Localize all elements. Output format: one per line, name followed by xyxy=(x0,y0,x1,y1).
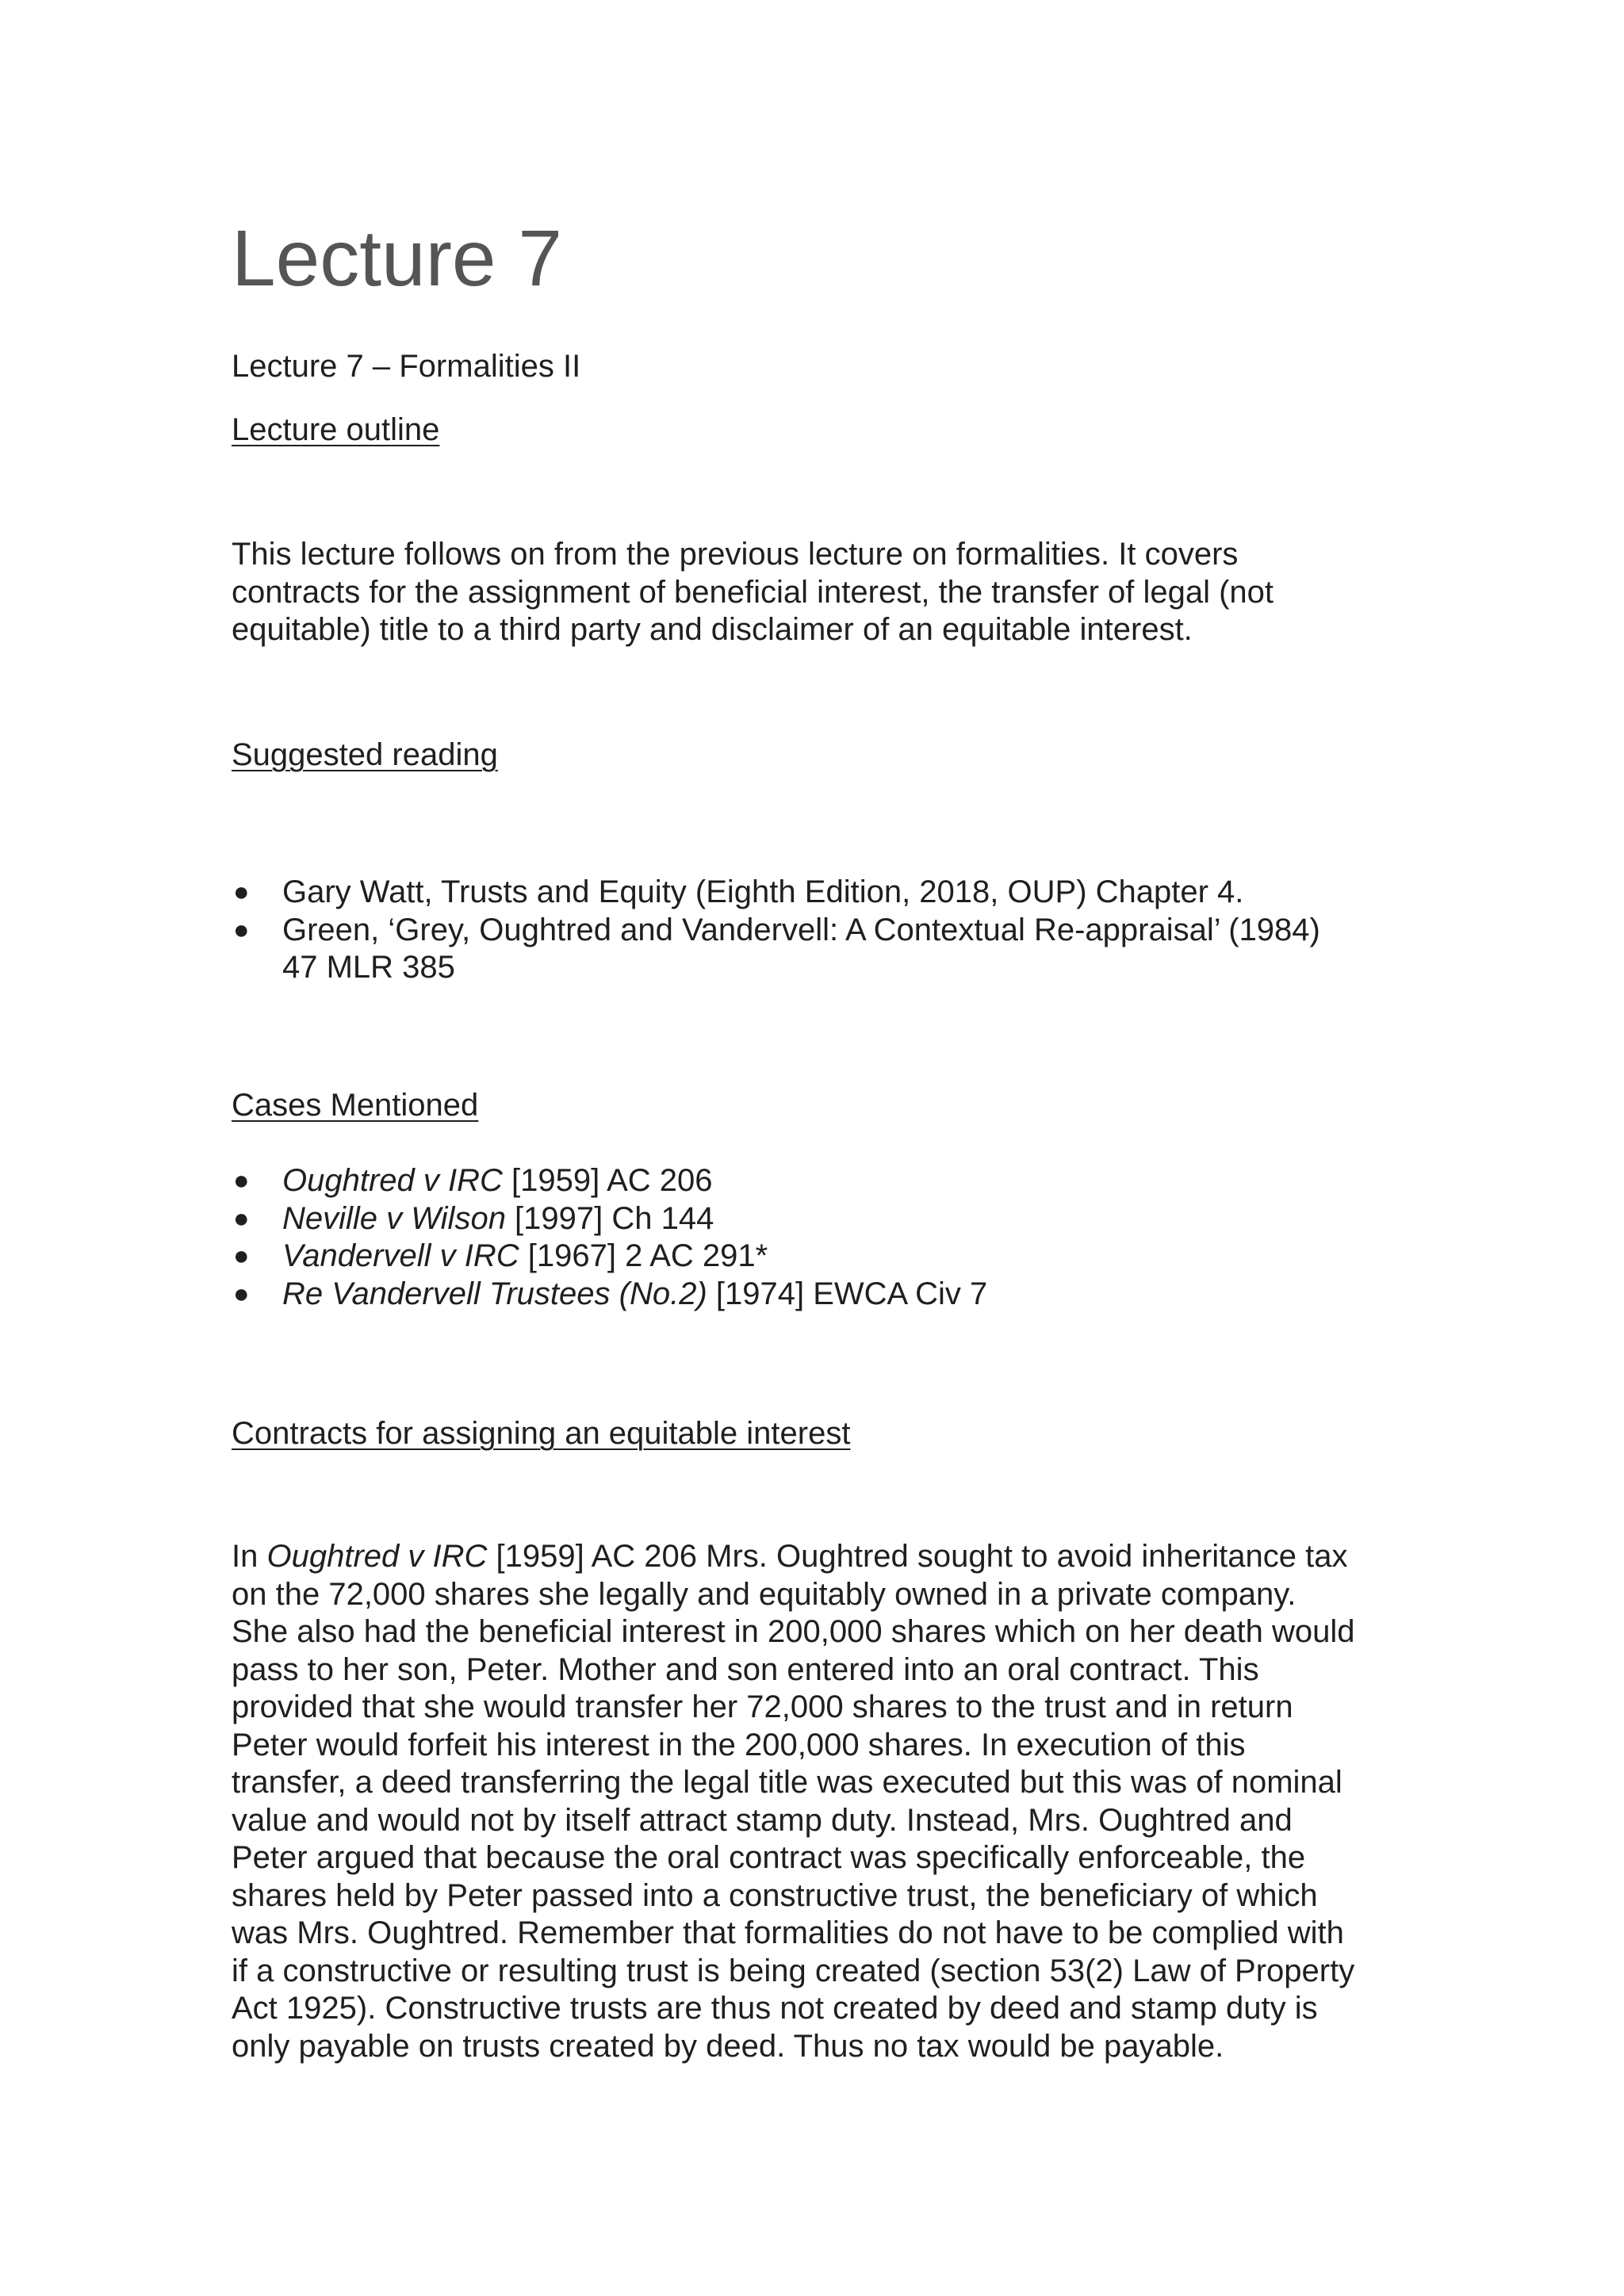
paragraph-line: value and would not by itself attract stamp duty. Instead, Mrs. Oughtred and xyxy=(232,1802,1293,1838)
list-item xyxy=(232,1162,1397,1200)
list-item xyxy=(232,874,1397,912)
cases-list xyxy=(232,1162,1397,1313)
contracts-paragraph xyxy=(232,1538,1397,2065)
paragraph-line: Peter argued that because the oral contract was specifically enforceable, the xyxy=(232,1840,1306,1875)
reading-item-line: 47 MLR 385 xyxy=(282,950,455,985)
suggested-reading-list xyxy=(232,874,1397,987)
paragraph-line: provided that she would transfer her 72,000 shares to the trust and in return xyxy=(232,1689,1293,1724)
paragraph-line: Peter would forfeit his interest in the 200,000 shares. In execution of this xyxy=(232,1727,1246,1762)
case-citation: [1967] 2 AC 291* xyxy=(519,1238,768,1273)
case-name: Re Vandervell Trustees (No.2) xyxy=(282,1276,707,1311)
list-item xyxy=(232,1238,1397,1276)
paragraph-line: pass to her son, Peter. Mother and son entered into an oral contract. This xyxy=(232,1651,1259,1687)
list-item xyxy=(232,912,1397,987)
paragraph-line: shares held by Peter passed into a constructive trust, the beneficiary of which xyxy=(232,1877,1318,1913)
paragraph-line: if a constructive or resulting trust is being created (section 53(2) Law of Property xyxy=(232,1953,1355,1988)
bullet-icon: ● xyxy=(233,877,250,907)
line-prefix: In xyxy=(232,1539,267,1574)
paragraph-line: Act 1925). Constructive trusts are thus not created by deed and stamp duty is xyxy=(232,1991,1318,2026)
bullet-icon: ● xyxy=(233,914,250,945)
paragraph-line: only payable on trusts created by deed. Thus no tax would be payable. xyxy=(232,2028,1224,2064)
lecture-outline-heading: Lecture outline xyxy=(232,412,440,447)
bullet-icon: ● xyxy=(233,1278,250,1309)
case-citation: [1974] EWCA Civ 7 xyxy=(707,1276,988,1311)
bullet-icon: ● xyxy=(233,1203,250,1234)
reading-item-line: Gary Watt, Trusts and Equity (Eighth Edition, 2018, OUP) Chapter 4. xyxy=(282,874,1244,909)
lecture-outline-paragraph xyxy=(232,536,1397,649)
case-name: Neville v Wilson xyxy=(282,1200,506,1236)
line-suffix: [1959] AC 206 Mrs. Oughtred sought to avoid inheritance tax xyxy=(487,1539,1348,1574)
paragraph-line: This lecture follows on from the previous lecture on formalities. It covers xyxy=(232,537,1239,572)
reading-item-line: Green, ‘Grey, Oughtred and Vandervell: A Contextual Re-appraisal’ (1984) xyxy=(282,912,1320,947)
paragraph-line: equitable) title to a third party and disclaimer of an equitable interest. xyxy=(232,612,1193,647)
paragraph-line: was Mrs. Oughtred. Remember that formalities do not have to be complied with xyxy=(232,1915,1344,1950)
list-item xyxy=(232,1200,1397,1238)
paragraph-line: She also had the beneficial interest in 200,000 shares which on her death would xyxy=(232,1614,1355,1649)
paragraph-line: on the 72,000 shares she legally and equitably owned in a private company. xyxy=(232,1576,1297,1612)
case-citation: [1959] AC 206 xyxy=(502,1163,713,1198)
paragraph-line xyxy=(232,1538,1397,1576)
cases-mentioned-heading: Cases Mentioned xyxy=(232,1088,479,1123)
page-title: Lecture 7 xyxy=(232,214,562,303)
case-citation: [1997] Ch 144 xyxy=(505,1200,714,1236)
contracts-heading: Contracts for assigning an equitable interest xyxy=(232,1416,851,1451)
paragraph-line: contracts for the assignment of beneficial interest, the transfer of legal (not xyxy=(232,574,1274,610)
suggested-reading-heading: Suggested reading xyxy=(232,737,498,772)
paragraph-line: transfer, a deed transferring the legal title was executed but this was of nominal xyxy=(232,1765,1342,1800)
case-name: Vandervell v IRC xyxy=(282,1238,519,1273)
case-name: Oughtred v IRC xyxy=(266,1539,488,1574)
lecture-subtitle: Lecture 7 – Formalities II xyxy=(232,349,581,384)
case-name: Oughtred v IRC xyxy=(282,1163,503,1198)
list-item xyxy=(232,1276,1397,1314)
bullet-icon: ● xyxy=(233,1241,250,1271)
bullet-icon: ● xyxy=(233,1165,250,1196)
